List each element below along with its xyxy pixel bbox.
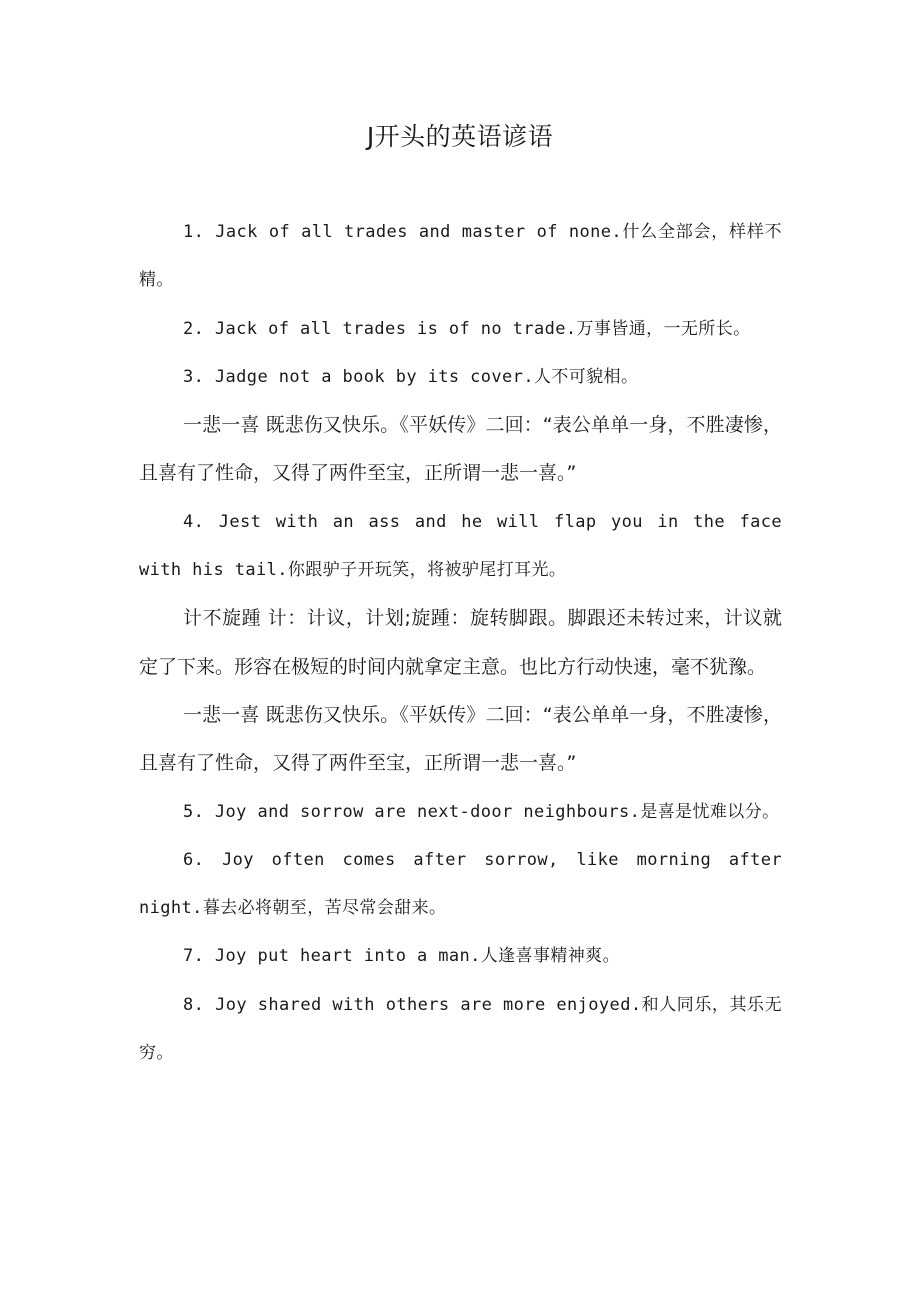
- proverb-paragraph-3: [139, 353, 782, 401]
- proverb-paragraph-6: [139, 836, 782, 933]
- proverb-paragraph-7: [139, 932, 782, 980]
- proverb-chinese: 人不可貌相。: [533, 366, 639, 387]
- proverb-chinese: 是喜是忧难以分。: [640, 801, 780, 822]
- idiom-text: 计不旋踵 计：计议，计划;旋踵：旋转脚跟。脚跟还未转过来，计议就定了下来。形容在极短的时间内就拿定主意。也比方行动快速，毫不犹豫。: [139, 607, 782, 678]
- proverb-chinese: 暮去必将朝至，苦尽常会甜来。: [202, 898, 447, 919]
- proverb-paragraph-4: [139, 498, 782, 595]
- proverb-chinese: 你跟驴子开玩笑，将被驴尾打耳光。: [287, 560, 567, 581]
- idiom-paragraph-1: [139, 401, 782, 498]
- idiom-text: 一悲一喜 既悲伤又快乐。《平妖传》二回：“表公单单一身，不胜凄惨，且喜有了性命，又得了两件至宝，正所谓一悲一喜。”: [139, 703, 782, 775]
- proverb-paragraph-5: [139, 788, 782, 836]
- proverb-english: 4. Jest with an ass and he will flap you in the face with his tail.: [139, 511, 782, 581]
- proverb-english: 1. Jack of all trades and master of none.: [183, 222, 623, 242]
- proverb-english: 8. Joy shared with others are more enjoyed.: [183, 994, 642, 1015]
- proverb-english: 7. Joy put heart into a man.: [183, 946, 481, 967]
- idiom-paragraph-2: [139, 594, 782, 691]
- document-title: J开头的英语谚语: [366, 122, 554, 151]
- proverb-chinese: 和人同乐，其乐无穷。: [139, 994, 782, 1064]
- proverb-english: 6. Joy often comes after sorrow, like morning after night.: [139, 849, 782, 919]
- proverb-chinese: 万事皆通，一无所长。: [576, 318, 751, 339]
- proverb-english: 3. Jadge not a book by its cover.: [183, 366, 534, 387]
- document-body: [139, 208, 782, 1077]
- proverb-chinese: 人逢喜事精神爽。: [480, 946, 620, 967]
- proverb-chinese: 什么全部会，样样不精。: [139, 222, 782, 291]
- idiom-paragraph-3: [139, 691, 782, 788]
- proverb-english: 5. Joy and sorrow are next-door neighbours.: [183, 801, 641, 822]
- proverb-paragraph-2: [139, 305, 782, 353]
- idiom-text: 一悲一喜 既悲伤又快乐。《平妖传》二回：“表公单单一身，不胜凄惨，且喜有了性命，又得了两件至宝，正所谓一悲一喜。”: [139, 414, 782, 485]
- proverb-paragraph-8: [139, 981, 782, 1078]
- proverb-english: 2. Jack of all trades is of no trade.: [183, 318, 577, 339]
- proverb-paragraph-1: [139, 208, 782, 305]
